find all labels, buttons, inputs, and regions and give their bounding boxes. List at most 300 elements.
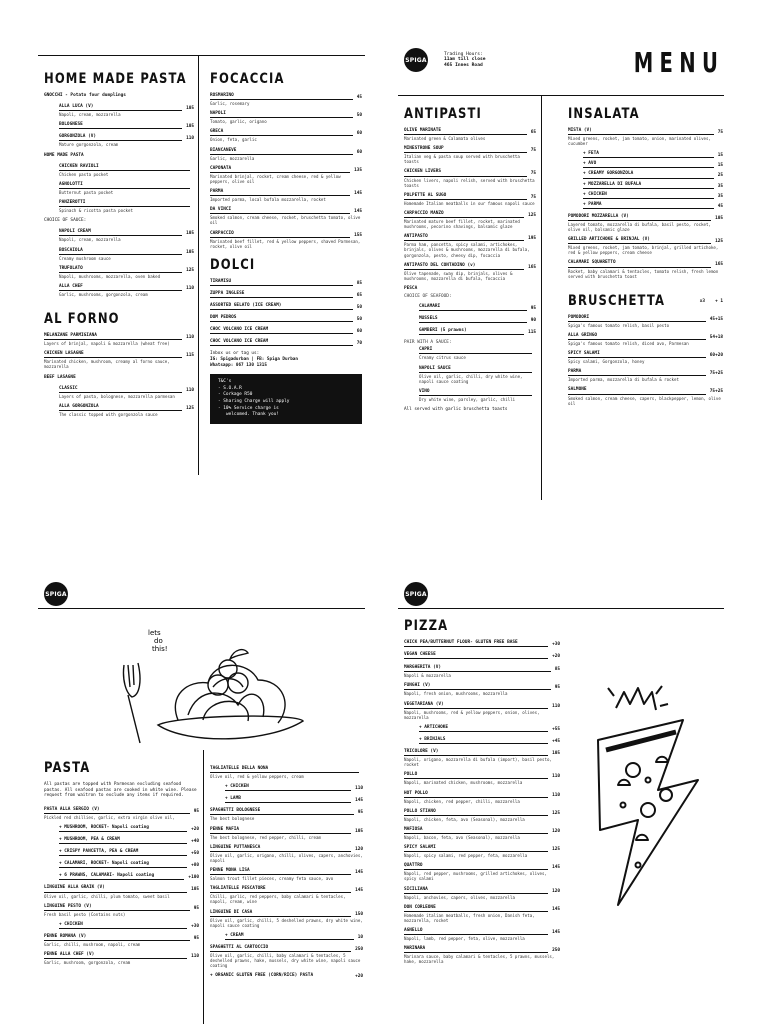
menu-item-price: 15	[717, 163, 723, 169]
menu-item-row	[59, 825, 199, 832]
menu-item-price: 70	[356, 341, 362, 347]
menu-item-row	[44, 218, 194, 224]
menu-item-row	[210, 166, 362, 173]
menu-item	[210, 303, 362, 310]
menu-item-row	[225, 784, 363, 791]
menu-item-row	[568, 214, 723, 221]
antipasti-list	[404, 128, 536, 281]
menu-item-row	[404, 928, 560, 935]
menu-item	[210, 111, 362, 124]
menu-item	[44, 351, 194, 369]
menu-item-price: 125	[715, 239, 723, 245]
menu-item-name: ANTIPASTO	[404, 234, 524, 241]
menu-item-row	[404, 809, 560, 816]
bruschetta-qty	[700, 299, 723, 304]
address: 465 Innes Road	[444, 62, 483, 68]
menu-item-price: 95	[554, 685, 560, 691]
menu-item-row	[210, 945, 363, 952]
contact-line: Whatsapp: 067 130 1315	[210, 362, 267, 368]
menu-item-name: CHICK PEA/BUTTERNUT FLOUR- GLUTEN FREE BASE	[404, 640, 548, 647]
menu-item-row	[404, 845, 560, 852]
menu-item-name: PENNE ROMANA (V)	[44, 934, 190, 941]
menu-item-price: 120	[552, 888, 560, 894]
menu-item-extra: +18	[715, 334, 723, 340]
menu-item-row	[44, 333, 194, 340]
menu-item	[404, 665, 560, 678]
left-column	[44, 67, 194, 422]
menu-item-price: 85	[554, 667, 560, 673]
terms-line: - S.O.A.R	[218, 385, 242, 391]
menu-item-price: +20	[552, 654, 560, 660]
menu-item-price: +30	[191, 923, 199, 929]
menu-item-price: 110	[355, 786, 363, 792]
menu-item-row	[404, 702, 560, 709]
menu-item-row	[568, 387, 723, 394]
menu-item-name: + BRINJALS	[419, 737, 548, 744]
menu-item	[210, 945, 363, 968]
menu-item-price: +50	[191, 851, 199, 857]
menu-item	[404, 905, 560, 923]
menu-item-desc: Pickled red chillies, garlic, extra virgin olive oil,	[44, 814, 175, 820]
menu-item	[44, 873, 199, 880]
menu-item-price: 50	[356, 317, 362, 323]
menu-item-name: NAPOLI SAUCE	[419, 366, 532, 373]
menu-item-name: TAGLIATELLE DELLA NONA	[210, 766, 359, 773]
menu-item-row	[210, 808, 363, 815]
menu-item-row	[210, 973, 363, 979]
menu-item-desc: Parma ham, pancetta, spicy salami, artichokes, brinjals, olives & mushrooms, mozzarella di bufala, gorgonzola, pesto, cheesy dip, focaccia	[404, 242, 530, 258]
menu-item-price: 125	[552, 847, 560, 853]
menu-item-row	[419, 737, 560, 744]
pizza-bolt-illustration	[588, 680, 718, 910]
menu-item-row	[210, 303, 362, 310]
menu-item	[44, 404, 194, 417]
menu-item-price: 110	[552, 774, 560, 780]
menu-item-price: 65	[530, 130, 536, 135]
menu-item	[568, 214, 723, 232]
menu-item-row	[568, 351, 723, 358]
menu-item-price: 120	[552, 828, 560, 834]
menu-item-name: + ORGANIC GLUTEN FREE (CORN/RICE) PASTA	[210, 973, 314, 979]
pesca-sub: CHOICE OF SEAFOOD:	[404, 293, 452, 299]
menu-item	[210, 231, 362, 249]
menu-item-row	[404, 863, 560, 870]
column-divider	[541, 95, 542, 500]
menu-item	[44, 164, 194, 177]
menu-item	[210, 327, 362, 334]
menu-item	[583, 202, 723, 209]
menu-item	[404, 683, 560, 696]
menu-item-row	[59, 849, 199, 856]
menu-item	[404, 725, 560, 732]
column-divider	[198, 55, 199, 475]
menu-item	[404, 737, 560, 744]
menu-item-desc: Mixed greens, rocket, jam tomato, onion, marinated olives, cucumber	[568, 136, 711, 147]
menu-item-name: BOLOGNESE	[59, 122, 182, 129]
spiga-logo: SPIGA	[44, 582, 68, 606]
menu-item	[44, 934, 199, 947]
menu-item-price: 45	[356, 95, 362, 100]
menu-item	[210, 910, 363, 928]
olive	[621, 803, 626, 808]
menu-item-name: + CREAMY GORGONZOLA	[583, 171, 714, 178]
pesca-footnote: All served with garlic bruschetta toasts	[404, 407, 508, 412]
menu-item	[44, 218, 194, 224]
menu-item-name: ALLA CHEF	[59, 284, 182, 291]
dolci-list	[210, 279, 362, 347]
menu-item-name: BIANCANEVE	[210, 148, 353, 155]
menu-item-desc: Marinated mature beef fillet, rocket, marinated mushrooms, pecorino shavings, balsamic glaze	[404, 219, 520, 230]
menu-item	[583, 171, 723, 178]
menu-item-row	[404, 905, 560, 912]
menu-item	[404, 845, 560, 858]
menu-item-desc: Imported parma, local bufala mozzarella, rocket	[210, 197, 326, 203]
menu-item-name: BOSCAIOLA	[59, 248, 182, 255]
menu-item-row	[404, 234, 536, 241]
menu-item	[44, 333, 194, 346]
menu-item-row	[404, 640, 560, 647]
menu-item-row	[210, 327, 362, 334]
menu-item-price: 60	[709, 353, 716, 359]
menu-item-name: PARMA	[568, 369, 706, 376]
menu-item	[44, 837, 199, 844]
menu-item-name: VEGETARIANA (V)	[404, 702, 548, 709]
menu-item	[583, 151, 723, 158]
menu-item-row	[583, 151, 723, 158]
menu-item-price: 95	[193, 935, 199, 941]
menu-item-price: 110	[186, 285, 194, 291]
menu-item-price: 75	[717, 130, 723, 135]
header-rule	[398, 95, 724, 96]
menu-item-name: HOT POLLO	[404, 791, 548, 798]
menu-item-desc: Marinated chicken, mushroom, creamy al forno sauce, mozzarella	[44, 359, 170, 370]
menu-item	[404, 304, 536, 311]
menu-item-name: MISTA (V)	[568, 128, 714, 135]
sauce-label: PAIR WITH A SAUCE:	[404, 340, 452, 346]
menu-item-extra: +25	[715, 389, 723, 395]
menu-item-row	[404, 887, 560, 894]
menu-item-desc: Chicken pasta pocket	[59, 171, 109, 177]
menu-item-desc: Olive oil, garlic, chilli, baby calamari & tentacles, 5 deshelled prawns, hake, mussels, dry white wine, napoli sauce coating	[210, 952, 361, 969]
menu-item-desc: The classic topped with gorgonzola sauce	[59, 411, 158, 417]
menu-item	[568, 128, 723, 146]
menu-item	[404, 128, 536, 141]
menu-item-row	[210, 207, 362, 214]
antipasti-column	[404, 102, 536, 413]
insalata-addons	[568, 151, 723, 209]
menu-item-desc: Smoked salmon, cream cheese, rocket, bruschetta tomato, olive oil	[210, 215, 361, 226]
menu-item	[44, 134, 194, 147]
menu-item-row	[210, 886, 363, 893]
al-forno-list	[44, 333, 194, 417]
menu-item-name: POLLO STIANO	[404, 809, 548, 816]
menu-item	[210, 339, 362, 346]
menu-item	[404, 328, 536, 335]
menu-item	[44, 248, 194, 261]
menu-item-row	[210, 910, 363, 917]
menu-item-price: 145	[552, 930, 560, 935]
menu-item-row	[404, 683, 560, 690]
menu-item-price: 110	[186, 136, 194, 142]
menu-item-desc: Olive oil, garlic, chilli, plum tomato, sweet basil	[44, 893, 170, 899]
menu-item	[583, 192, 723, 199]
menu-item-name: MARINARA	[404, 946, 548, 953]
sauce-list	[404, 347, 536, 402]
menu-item-name: POMODORI MOZZARELLA (V)	[568, 214, 711, 221]
menu-item-row	[419, 304, 536, 311]
menu-item-name: + ARTICHOKE	[419, 725, 548, 732]
menu-item-row	[210, 339, 362, 346]
menu-item-row	[44, 934, 199, 941]
menu-item-desc: Spinach & ricotta pasta pocket	[59, 208, 133, 214]
menu-item-name: VEGAN CHEESE	[404, 652, 548, 659]
brand-header	[404, 48, 486, 72]
menu-item-desc: Marinara sauce, baby calamari & tentacles, 5 prawns, mussels, hake, mozzarella	[404, 954, 555, 965]
menu-item-name: ALLA GORGONZOLA	[59, 404, 182, 411]
menu-item-name: ZUPPA INGLESE	[210, 291, 353, 298]
menu-item-price: 250	[355, 946, 363, 952]
menu-item-price: 95	[530, 306, 536, 312]
menu-item-row	[404, 193, 536, 200]
menu-item-desc: Marinated green & Calamata olives	[404, 136, 486, 142]
menu-item-desc: Smoked salmon, cream cheese, capers, blackpepper, lemon, olive oil	[568, 395, 721, 406]
menu-item-row	[59, 386, 194, 393]
menu-item-price: 85	[356, 280, 362, 286]
menu-item-row	[44, 904, 199, 911]
menu-item-price: 75	[530, 171, 536, 177]
menu-item	[44, 861, 199, 868]
focaccia-title: FOCACCIA	[210, 71, 285, 87]
menu-item-price: 105	[186, 124, 194, 130]
menu-item-desc: Garlic, mushroom, gorgonzola, cream	[44, 960, 131, 966]
menu-item-desc: Napoli, lamb, red pepper, feta, olive, mozzarella	[404, 936, 525, 942]
menu-item-name: DON CORLEONE	[404, 905, 548, 912]
menu-item	[210, 93, 362, 106]
menu-item-row	[59, 284, 194, 291]
pasta-right-column	[210, 766, 363, 984]
menu-item-row	[568, 128, 723, 135]
menu-item-desc: Garlic, chilli, mushroom, napoli, cream	[44, 942, 141, 947]
menu-item-row	[44, 885, 199, 892]
menu-item-row	[44, 807, 199, 814]
menu-item-price: 75	[709, 389, 716, 395]
menu-item-row	[44, 952, 199, 959]
menu-item	[210, 784, 363, 791]
menu-item-name: ROSMARINO	[210, 93, 353, 100]
menu-item-row	[404, 146, 536, 153]
menu-item-row	[59, 837, 199, 844]
menu-item-price: 145	[355, 798, 363, 804]
menu-item-name: NAPOLI	[210, 111, 353, 118]
menu-item-row	[404, 749, 560, 756]
menu-item-row	[583, 161, 723, 168]
menu-item-name: LINGUINE PUTTANESCA	[210, 845, 351, 852]
menu-item-name: GRECA	[210, 129, 353, 136]
menu-item-name: SPICY SALAMI	[404, 845, 548, 852]
menu-item-row	[568, 260, 723, 267]
menu-item-row	[404, 946, 560, 953]
menu-item-row	[59, 873, 199, 880]
menu-item-desc: Spiga's famous tomato relish, diced avo, Parmesan	[568, 340, 689, 346]
menu-item-price: +20	[355, 974, 363, 980]
menu-item-row	[583, 202, 723, 209]
column-divider	[203, 750, 204, 1024]
menu-item-row	[210, 315, 362, 322]
menu-page-3	[38, 580, 365, 1024]
menu-item-desc: Napoli, chicken, red pepper, chilli, mozzarella	[404, 798, 520, 804]
pasta-right-list	[210, 766, 363, 979]
menu-item-name: POMODORI	[568, 315, 706, 322]
pepperoni-1	[626, 763, 640, 777]
menu-item-name: POLLO	[404, 772, 548, 779]
menu-item-desc: Napoli, anchovies, capers, olives, mozzarella	[404, 894, 515, 900]
insalata-column	[568, 102, 723, 411]
menu-item-name: FUNGHI (V)	[404, 683, 551, 690]
menu-item-name: CARPACCIO MANZO	[404, 211, 524, 218]
menu-item-desc: Layers of pasta, bolognese, mozzarella parmesan	[59, 393, 175, 399]
fork-handle	[128, 695, 140, 743]
menu-item-price: 125	[186, 405, 194, 411]
menu-item-price: 65	[356, 292, 362, 298]
menu-item	[404, 827, 560, 840]
menu-item-name: PARMA	[210, 189, 350, 196]
menu-item-name: MELANZANE PARMIGIANA	[44, 333, 182, 340]
home-made-pasta-list	[44, 93, 194, 297]
menu-item-name: CHICKEN RAVIOLI	[59, 164, 190, 171]
menu-item-name: AGNOLOTTI	[59, 182, 190, 189]
menu-item	[568, 315, 723, 328]
menu-item-name: MAFIOSA	[404, 827, 548, 834]
menu-item-desc: Homemade Italian meatballs in our famous napoli sauce	[404, 200, 535, 206]
menu-item-row	[404, 791, 560, 798]
menu-item-price: 75	[530, 194, 536, 200]
focaccia-list	[210, 93, 362, 249]
menu-item-desc: Napoli, marinated chicken, mushrooms, mozzarella	[404, 780, 523, 786]
menu-item-row	[210, 827, 363, 834]
spiga-logo: SPIGA	[404, 48, 428, 72]
menu-item-row	[59, 922, 199, 929]
menu-item-name: LINGUINE PESTO (V)	[44, 904, 190, 911]
bruschetta-list	[568, 315, 723, 406]
menu-item	[44, 122, 194, 129]
menu-item-name: NAPOLI CREAM	[59, 229, 182, 236]
menu-item	[44, 375, 194, 381]
menu-item-price: 125	[528, 212, 536, 218]
menu-item	[44, 93, 194, 99]
menu-item-price: 110	[552, 792, 560, 798]
terms-line: T&C's	[218, 379, 232, 385]
dolci-title: DOLCI	[210, 256, 256, 273]
fork-head	[123, 663, 140, 697]
crown	[616, 688, 656, 710]
menu-item	[210, 808, 363, 821]
menu-item-price: 145	[552, 906, 560, 912]
menu-item-row	[419, 389, 536, 396]
menu-item-row	[419, 725, 560, 732]
menu-item-row	[404, 665, 560, 672]
menu-item-name: VINO	[419, 389, 532, 396]
menu-item	[404, 652, 560, 659]
menu-item-row	[419, 347, 536, 354]
menu-item-row	[568, 333, 723, 340]
menu-item-desc: Chilli, garlic, red peppers, baby calamari & tentacles, napoli, cream, wine	[210, 894, 346, 905]
menu-item	[404, 640, 560, 647]
menu-item-name: TIRAMISU	[210, 279, 353, 286]
menu-item	[44, 284, 194, 297]
menu-item-desc: Homemade italian meatballs, fresh onion, Danish feta, mozzarella, rocket	[404, 912, 535, 923]
menu-item-extra: +15	[715, 316, 723, 322]
menu-title: MENU	[633, 46, 724, 79]
menu-item	[404, 928, 560, 941]
menu-item	[210, 973, 363, 979]
terms-line: - 10% Service charge is	[218, 405, 279, 411]
menu-item	[568, 333, 723, 346]
menu-item-extra: +25	[715, 371, 723, 377]
menu-item-name: + MUSHROOM, PEA & CREAM	[59, 837, 187, 844]
menu-item	[44, 104, 194, 117]
menu-item	[404, 193, 536, 206]
menu-item-price: 50	[356, 304, 362, 310]
menu-item	[210, 291, 362, 298]
menu-item-price: 45	[709, 316, 716, 322]
menu-item-name: BEEF LASAGNE	[44, 374, 76, 380]
menu-item-name: MUSSELS	[419, 316, 527, 323]
menu-item-row	[210, 868, 363, 875]
menu-item-desc: Napoli, origano, mozzarella di bufala (import), basil pesto, rocket	[404, 757, 552, 768]
menu-item-row	[210, 766, 363, 773]
menu-item	[404, 146, 536, 164]
menu-page-2	[398, 40, 724, 500]
menu-item-price: 95	[193, 808, 199, 814]
menu-item-desc: Spicy salami, Gorgonzola, honey	[568, 359, 645, 365]
menu-item	[404, 169, 536, 187]
menu-item-row	[404, 128, 536, 135]
menu-item-price: 195	[528, 236, 536, 242]
menu-item	[404, 389, 536, 402]
menu-item-price: +100	[188, 875, 199, 881]
header-rule	[398, 608, 724, 609]
menu-item-row	[404, 263, 536, 270]
menu-item-price: 60	[356, 329, 362, 335]
right-column	[210, 67, 362, 424]
menu-item-row	[59, 266, 194, 273]
menu-item-desc: The best bolognese, red pepper, chilli, cream	[210, 834, 321, 840]
doodle-text: do	[154, 637, 163, 645]
menu-item-name: + CALAMARI, ROCKET- Napoli coating	[59, 861, 187, 868]
menu-item	[44, 922, 199, 929]
doodle-text: this!	[152, 645, 168, 653]
menu-item-row	[225, 796, 363, 803]
menu-item	[44, 229, 194, 242]
menu-item-desc: Olive oil, garlic, chilli, dry white wine, napoli sauce coating	[419, 373, 523, 384]
menu-item-price: 110	[186, 335, 194, 341]
menu-item-row	[59, 182, 194, 189]
pesca-item	[404, 286, 536, 299]
menu-item-name: + CHICKEN	[59, 922, 187, 929]
menu-item-desc: Napoli, spicy salami, red pepper, feta, mozzarella	[404, 853, 528, 859]
menu-item	[568, 237, 723, 255]
menu-item-name: ANTIPASTO DEL CONTADINO (v)	[404, 263, 524, 270]
menu-item	[210, 148, 362, 161]
menu-item	[404, 263, 536, 281]
menu-item-name: GORGONZOLA (V)	[59, 134, 182, 141]
menu-item-name: + CHICKEN	[583, 192, 714, 199]
menu-item-row	[44, 351, 194, 358]
menu-item	[44, 386, 194, 399]
menu-item-name: CHICKEN LASAGNE	[44, 351, 182, 358]
menu-item-row	[59, 200, 194, 207]
menu-item	[44, 952, 199, 965]
